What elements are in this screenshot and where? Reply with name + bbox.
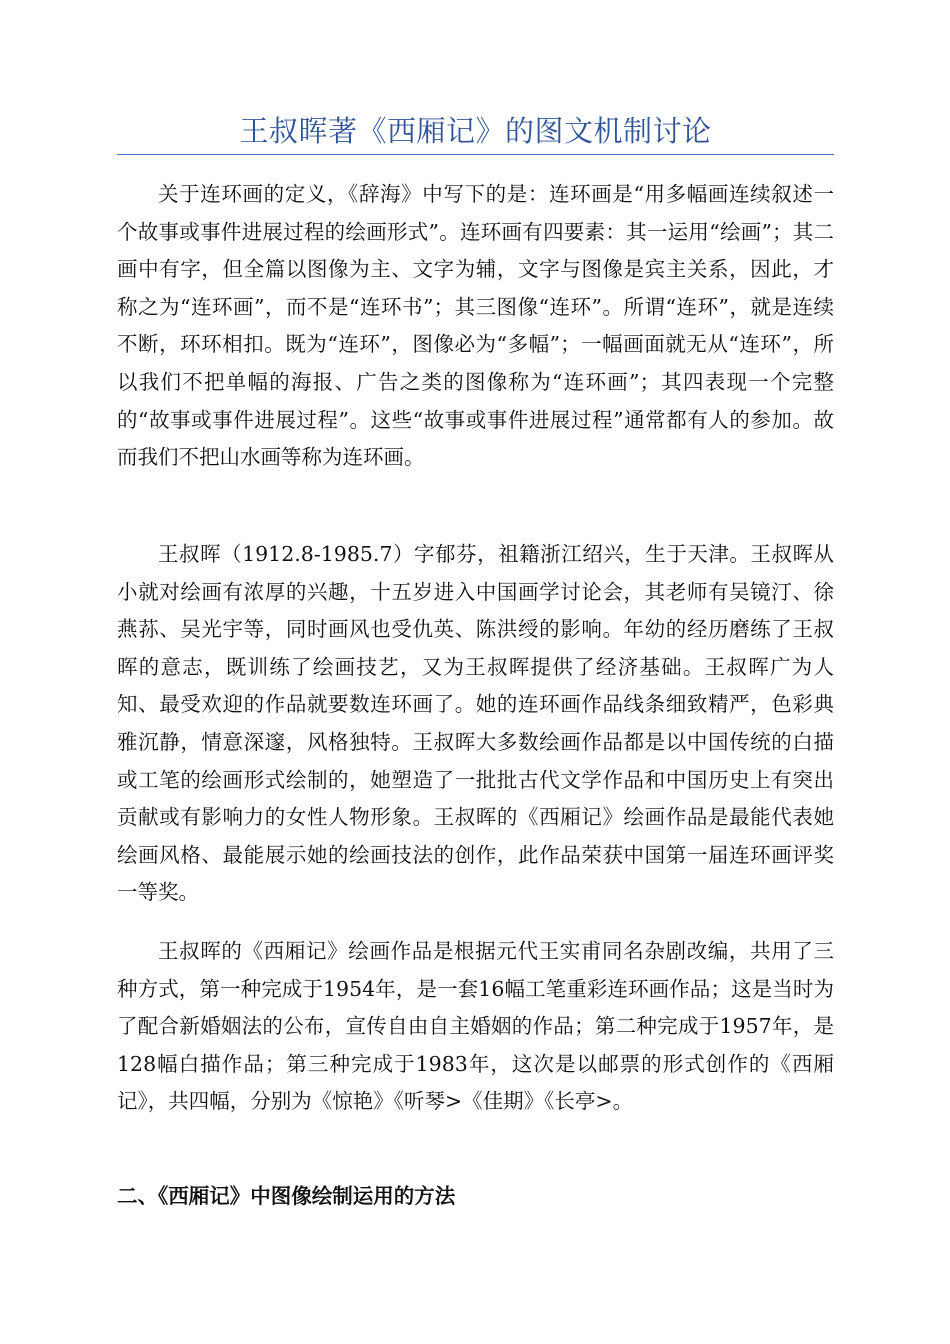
paragraph-comic-definition: 关于连环画的定义，《辞海》中写下的是：连环画是“用多幅画连续叙述一个故事或事件进展过程的绘画形式”。连环画有四要素：其一运用“绘画”；其二画中有字，但全篇以图像为主、文字为辅，文字与图像是宾主关系，因此，才称之为“连环画”，而不是“连环书”；其三图像“连环”。所谓“连环”，就是连续不断，环环相扣。既为“连环”，图像必为“多幅”；一幅画面就无从“连环”，所以我们不把单幅的海报、广告之类的图像称为“连环画”；其四表现一个完整的“故事或事件进展过程”。这些“故事或事件进展过程”通常都有人的参加。故而我们不把山水画等称为连环画。 (117, 182, 834, 470)
paragraph-xixiangji-versions: 王叔晖的《西厢记》绘画作品是根据元代王实甫同名杂剧改编，共用了三种方式，第一种完成于1954年，是一套16幅工笔重彩连环画作品；这是当时为了配合新婚姻法的公布，宣传自由自主婚姻的作品；第二种完成于1957年，是128幅白描作品；第三种完成于1983年，这次是以邮票的形式创作的《西厢记》，共四幅，分别为《惊艳》《听琴>《佳期》《长亭>。 (117, 939, 834, 1114)
document-title: 王叔晖著《西厢记》的图文机制讨论 (239, 114, 712, 148)
title-underline (117, 154, 834, 155)
paragraph-artist-biography: 王叔晖（1912.8-1985.7）字郁芬，祖籍浙江绍兴，生于天津。王叔晖从小就对绘画有浓厚的兴趣，十五岁进入中国画学讨论会，其老师有吴镜汀、徐燕荪、吴光宇等，同时画风也受仇英、陈洪绶的影响。年幼的经历磨练了王叔晖的意志，既训练了绘画技艺，又为王叔晖提供了经济基础。王叔晖广为人知、最受欢迎的作品就要数连环画了。她的连环画作品线条细致精严，色彩典雅沉静，情意深邃，风格独特。王叔晖大多数绘画作品都是以中国传统的白描或工笔的绘画形式绘制的，她塑造了一批批古代文学作品和中国历史上有突出贡献或有影响力的女性人物形象。王叔晖的《西厢记》绘画作品是最能代表她绘画风格、最能展示她的绘画技法的创作，此作品荣获中国第一届连环画评奖一等奖。 (117, 542, 834, 905)
section-heading: 二、《西厢记》中图像绘制运用的方法 (117, 1184, 456, 1208)
